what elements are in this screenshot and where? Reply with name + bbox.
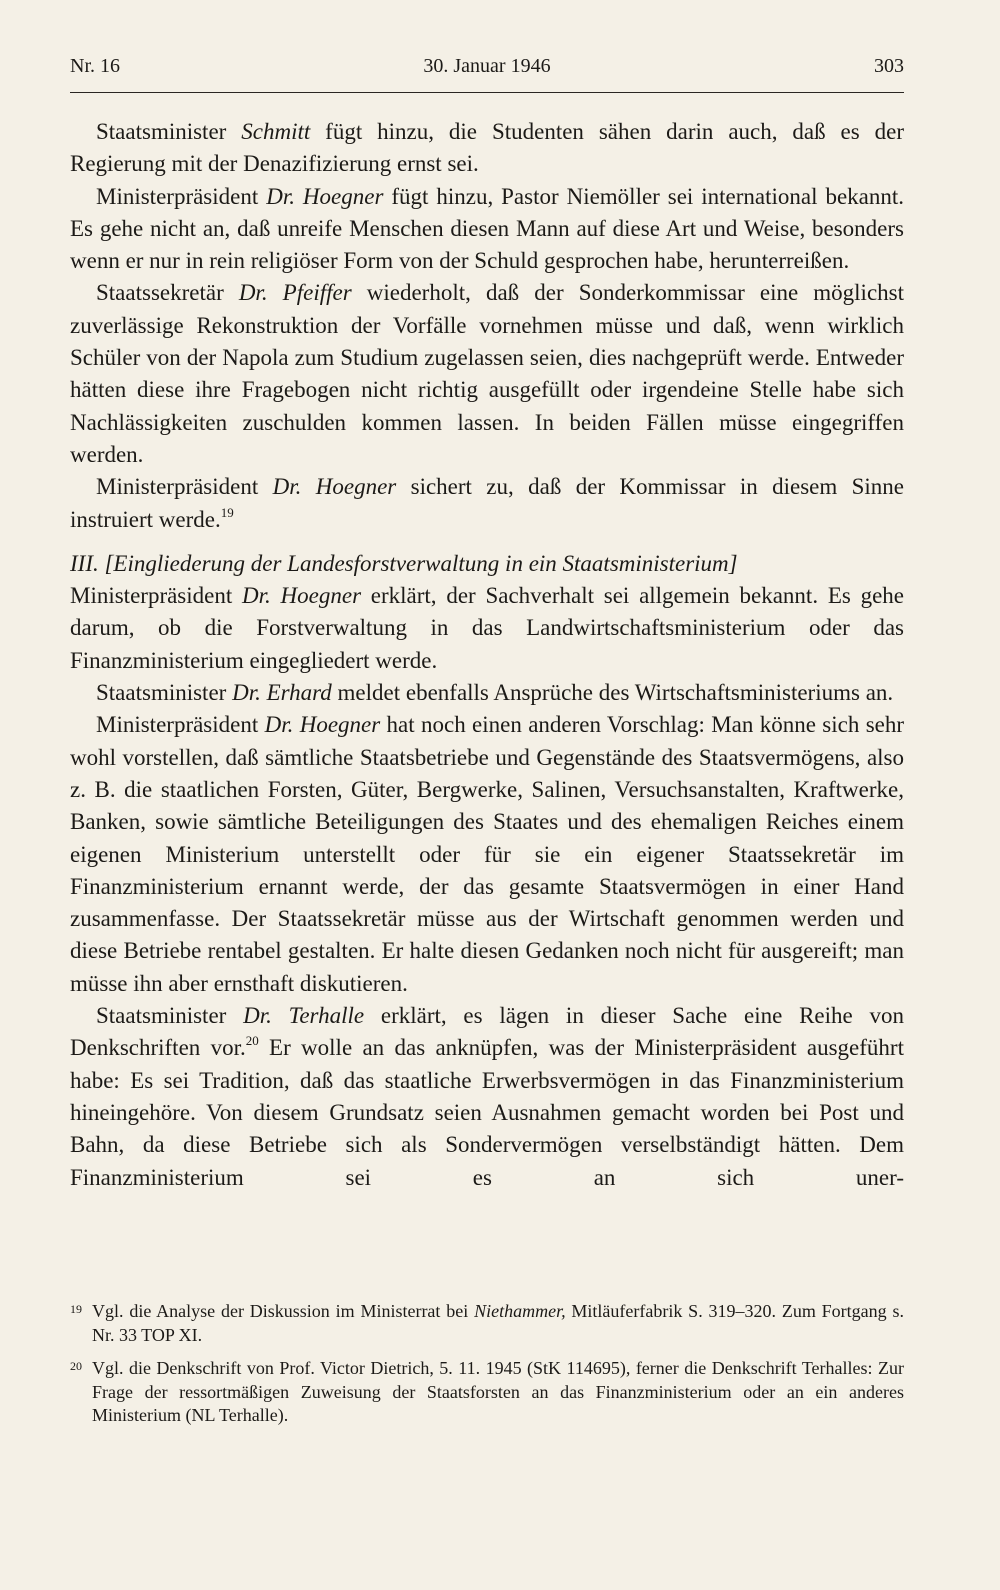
speaker-name: Hoegner — [302, 183, 384, 209]
running-header — [70, 52, 904, 93]
speaker-name: Hoegner — [315, 474, 397, 500]
paragraph: Staatsminister Dr. Terhalle erklärt, es lägen in dieser Sache eine Reihe von Denkschriften vor.$^{20}$ Er wolle an das anknüpfen, was der Ministerpräsident ausgeführt habe: Es sei Tradition, daß das staatliche Erwerbsvermögen in das Finanzministerium hineingehöre. Von diesem Grundsatz seien Ausnahmen gemacht worden bei Post und Bahn, da diese Betriebe sich als Sondervermögen verselbständigt hätten. Dem Finanzministerium sei es an sich uner- — [70, 1003, 904, 1190]
paragraph: Staatssekretär Dr. Pfeiffer wiederholt, daß der Sonderkommissar eine möglichst zuverlässige Rekonstruktion der Vorfälle vornehmen müsse und daß, wenn wirklich Schüler von der Napola zum Studium zugelassen seien, dies nachgeprüft werde. Entweder hätten diese ihre Fragebogen nicht richtig ausgefüllt oder irgendeine Stelle habe sich Nachlässigkeiten zuschulden kommen lassen. In beiden Fällen müsse eingegriffen werden. — [70, 280, 904, 467]
footnote: 19 Vgl. die Analyse der Diskussion im Ministerrat bei Niethammer, Mitläuferfabrik S. 319–320. Zum Fortgang s. Nr. 33 TOP XI. — [70, 1300, 904, 1347]
speaker-name: Erhard — [266, 680, 332, 706]
section-title: [Eingliederung der Landesforstverwaltung in ein Staatsministerium] — [104, 550, 738, 576]
document-number: Nr. 16 — [70, 55, 120, 77]
author-name: Niethammer, — [474, 1301, 566, 1321]
paragraph: Staatsminister Schmitt fügt hinzu, die Studenten sähen darin auch, daß es der Regierung mit der Denazifizierung ernst sei. — [70, 119, 904, 177]
footnote-number: 19 — [70, 1302, 82, 1316]
paragraph: Ministerpräsident Dr. Hoegner hat noch einen anderen Vorschlag: Man könne sich sehr wohl vorstellen, daß sämtliche Staatsbetriebe und Gegenstände des Staatsvermögens, also z. B. die staatlichen Forsten, Güter, Bergwerke, Salinen, Versuchsanstalten, Kraftwerke, Banken, sowie sämtliche Beteiligungen des Staates und des ehemaligen Reiches einem eigenen Ministerium unterstellt oder für sie ein eigener Staatssekretär im Finanzministerium ernannt werde, der das gesamte Staatsvermögen in einer Hand zusammenfasse. Der Staatssekretär müsse aus der Wirtschaft genommen werden und diese Betriebe rentabel gestalten. Er halte diesen Gedanken noch nicht für ausgereift; man müsse ihn aber ernsthaft diskutieren. — [70, 712, 905, 996]
meeting-date: 30. Januar 1946 — [423, 55, 551, 77]
speaker-name: Hoegner — [280, 583, 362, 609]
paragraph: Ministerpräsident Dr. Hoegner sichert zu, daß der Kommissar in diesem Sinne instruiert werde.$^{19}$ — [70, 474, 905, 532]
speaker-name: Schmitt — [241, 119, 311, 144]
main-text — [70, 116, 904, 1194]
speaker-name: Hoegner — [299, 712, 381, 738]
footnote-number: 20 — [70, 1359, 82, 1373]
paragraph: Ministerpräsident Dr. Hoegner fügt hinzu, Pastor Niemöller sei international bekannt. Es gehe nicht an, daß unreife Menschen diesen Mann auf diese Art und Weise, besonders wenn er nur in rein religiöser Form von der Schuld gesprochen habe, herunterreißen. — [70, 183, 905, 274]
section-heading — [70, 548, 904, 580]
paragraph: Staatsminister Dr. Erhard meldet ebenfalls Ansprüche des Wirtschaftsministeriums an. — [96, 680, 894, 706]
footnote-ref: 20 — [245, 1033, 259, 1049]
page-number: 303 — [874, 55, 904, 77]
paragraph: Ministerpräsident Dr. Hoegner erklärt, der Sachverhalt sei allgemein bekannt. Es gehe darum, ob die Forstverwaltung in das Landwirtschaftsministerium oder das Finanzministerium eingegliedert werde. — [70, 583, 905, 673]
section-number: III. — [70, 550, 99, 576]
speaker-name: Terhalle — [288, 1003, 365, 1029]
footnote: 20 Vgl. die Denkschrift von Prof. Victor Dietrich, 5. 11. 1945 (StK 114695), ferner die Denkschrift Terhalles: Zur Frage der ressortmäßigen Zuweisung der Staatsforsten an das Finanzministerium oder an ein anderes Ministerium (NL Terhalle). — [70, 1357, 904, 1428]
speaker-name: Pfeiffer — [282, 280, 352, 306]
footnote-ref: 19 — [220, 504, 234, 520]
footnotes — [70, 1300, 904, 1438]
